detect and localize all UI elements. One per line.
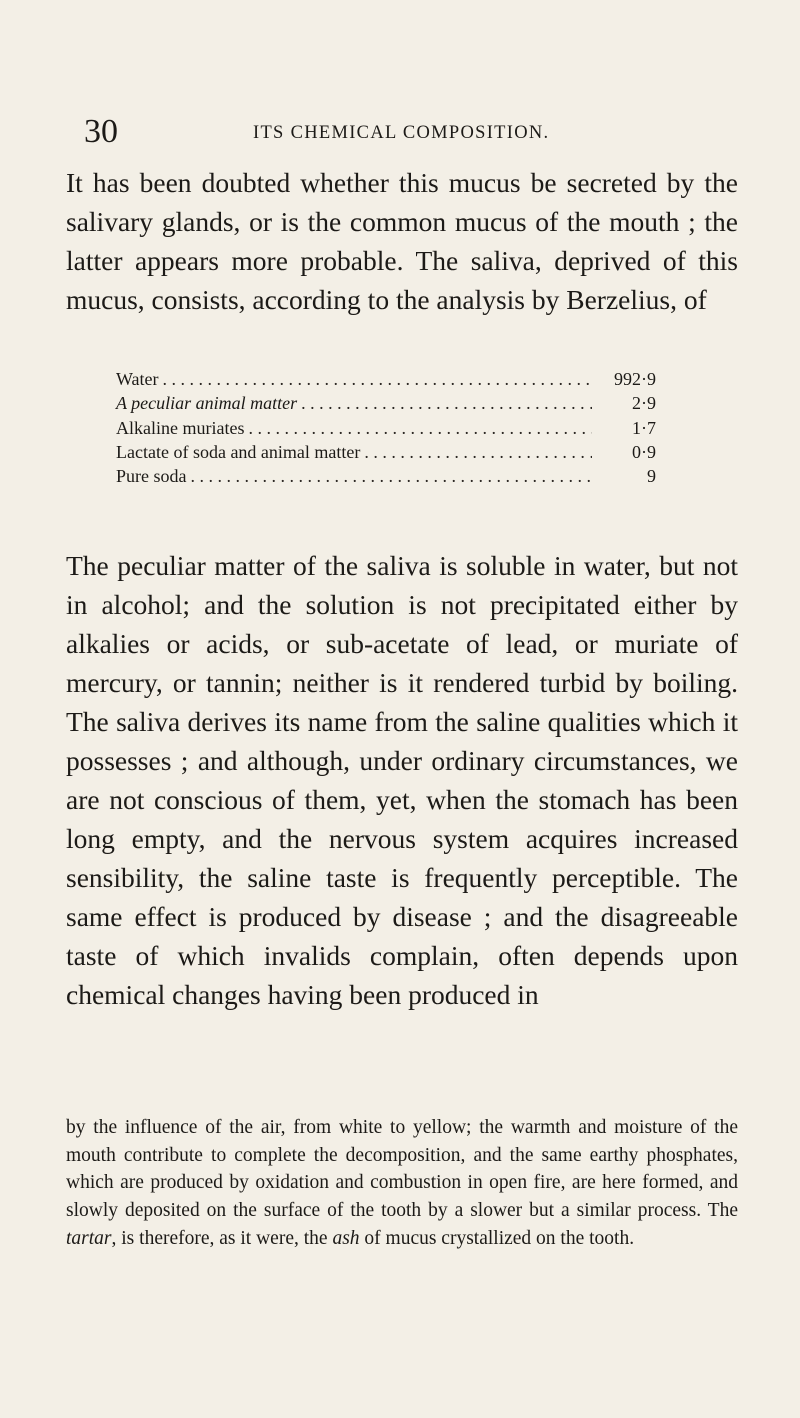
analysis-row-pure-soda: [116, 464, 656, 488]
analysis-row-water: [116, 367, 656, 391]
footnote-part-2: , is therefore, as it were, the: [111, 1227, 333, 1249]
analysis-label: Lactate of soda and animal matter: [116, 441, 361, 462]
page-header: [0, 112, 800, 152]
analysis-label: Water: [116, 369, 159, 389]
analysis-row-lactate-of-soda: [116, 440, 656, 464]
analysis-label: A peculiar animal matter: [116, 393, 298, 414]
analysis-label: Alkaline muriates: [116, 417, 245, 438]
footnote-term-tartar: tartar: [66, 1227, 112, 1249]
footnote-term-ash: ash: [332, 1227, 360, 1249]
analysis-value: 992·9: [614, 369, 656, 389]
paragraph-intro: It has been doubted whether this mucus be secreted by the salivary glands, or is the common mucus of the mouth ; the latter appears more probable. The saliva, deprived of this mucus, consists, according to the analysis by Berzelius, of: [66, 167, 738, 315]
analysis-value: 1·7: [632, 417, 656, 438]
footnote-text: [66, 1114, 738, 1253]
saliva-analysis-table: [116, 367, 656, 488]
dot-leader: [364, 440, 592, 464]
analysis-value: 2·9: [632, 393, 656, 414]
footnote-part-3: of mucus crystallized on the tooth.: [359, 1227, 635, 1249]
body-text-bottom: [66, 546, 738, 1014]
paragraph-peculiar-matter: The peculiar matter of the saliva is soluble in water, but not in alcohol; and the solution is not precipitated either by alkalies or acids, or sub-acetate of lead, or muriate of mercury, or tannin; neither is it rendered turbid by boiling. The saliva derives its name from the saline qualities which it possesses ; and although, under ordinary circumstances, we are not conscious of them, yet, when the stomach has been long empty, and the nervous system acquires increased sensibility, the saline taste is frequently perceptible. The same effect is produced by disease ; and the disagreeable taste of which invalids complain, often depends upon chemical changes having been produced in: [66, 550, 738, 1010]
analysis-label: Pure soda: [116, 466, 187, 487]
dot-leader: [301, 391, 592, 415]
footnote-part-1: by the influence of the air, from white to yellow; the warmth and moisture of the mouth contribute to complete the decomposition, and the same earthy phosphates, which are produced by oxidation and combustion in open fire, are here formed, and slowly deposited on the surface of the tooth by a slower but a similar process. The: [66, 1117, 738, 1222]
analysis-value: 0·9: [632, 441, 656, 462]
analysis-value: 9: [647, 466, 656, 487]
analysis-row-peculiar-animal-matter: [116, 391, 656, 415]
dot-leader: [248, 416, 592, 440]
dot-leader: [191, 464, 593, 488]
analysis-row-alkaline-muriates: [116, 416, 656, 440]
body-text-top: [66, 163, 738, 319]
running-head: ITS CHEMICAL COMPOSITION.: [253, 123, 550, 143]
dot-leader: [163, 367, 592, 391]
page-number: 30: [84, 113, 118, 150]
footnote: [66, 1114, 738, 1253]
